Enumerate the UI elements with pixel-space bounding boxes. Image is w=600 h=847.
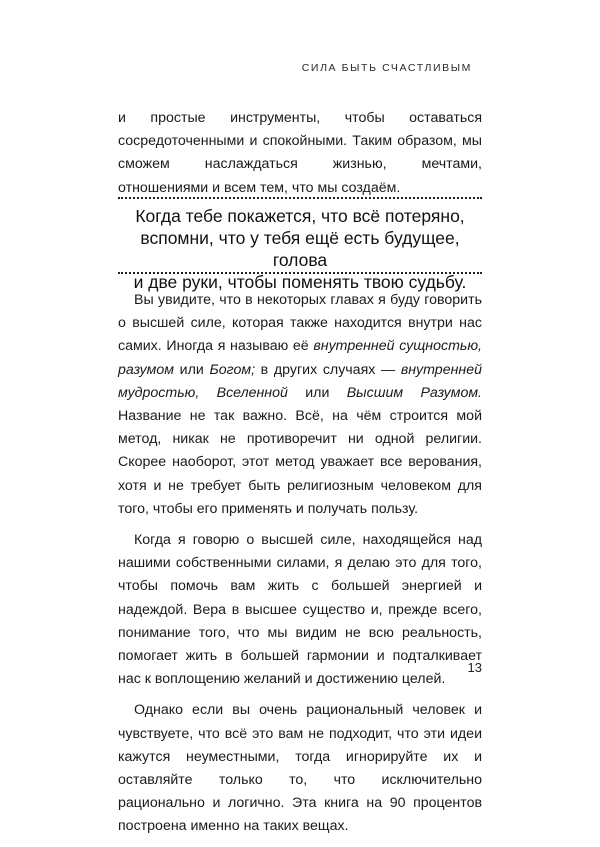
quote-divider-bottom <box>118 272 482 274</box>
intro-text <box>118 107 482 200</box>
paragraph-1 <box>118 289 482 521</box>
body-text <box>118 289 482 847</box>
p1-text-d: или <box>287 384 347 401</box>
quote-line-1: Когда тебе покажется, что всё потеряно, <box>135 206 465 226</box>
running-header: СИЛА БЫТЬ СЧАСТЛИВЫМ <box>301 62 472 74</box>
paragraph-2: Когда я говорю о высшей силе, находящейся над нашими собственными силами, я делаю это для того, чтобы помочь вам жить с большей энергией и надеждой. Вера в высшее существо и, прежде всего, понимание того, что мы видим не всю реальность, помогает жить в большей гармонии и подталкивает нас к воплощению желаний и достижению целей. <box>118 532 482 688</box>
quote-line-3: и две руки, чтобы поменять твою судьбу. <box>133 272 467 292</box>
paragraph-3: Однако если вы очень рациональный человек и чувствуете, что всё это вам не подходит, что эти идеи кажутся неуместными, тогда игнорируйте их и оставляйте только то, что исключительно рационально и логично. Эта книга на 90 процентов построена именно на таких вещах. <box>118 702 482 835</box>
pull-quote <box>118 205 482 293</box>
p1-text-b: или <box>174 361 210 378</box>
quote-line-2: вспомни, что у тебя ещё есть будущее, голова <box>140 228 460 270</box>
p1-italic-2: Богом; <box>209 361 256 378</box>
p1-text-e: Название не так важно. Всё, на чём строится мой метод, никак не противоречит ни одной религии. Скорее наоборот, этот метод уважает все верования, хотя и не требует быть религиозным человеком для того, чтобы его применять и получать пользу. <box>118 408 482 517</box>
p1-text-c: в других случаях — <box>255 361 401 378</box>
p1-text-a: Вы увидите, что в некоторых главах я буду говорить о высшей силе, которая также находится внутри нас самих. Иногда я называю её <box>118 292 482 355</box>
p1-italic-4: Высшим Разумом. <box>346 384 482 401</box>
quote-divider-top <box>118 197 482 199</box>
page-number: 13 <box>467 660 482 675</box>
intro-paragraph: и простые инструменты, чтобы оставаться сосредоточенными и спокойными. Таким образом, мы сможем наслаждаться жизнью, мечтами, отношениями и всем тем, что мы создаём. <box>118 110 482 196</box>
p1-italic-1: внутренней сущностью, разумом <box>118 338 482 378</box>
p1-italic-3: внутренней мудростью, Вселенной <box>118 361 482 401</box>
